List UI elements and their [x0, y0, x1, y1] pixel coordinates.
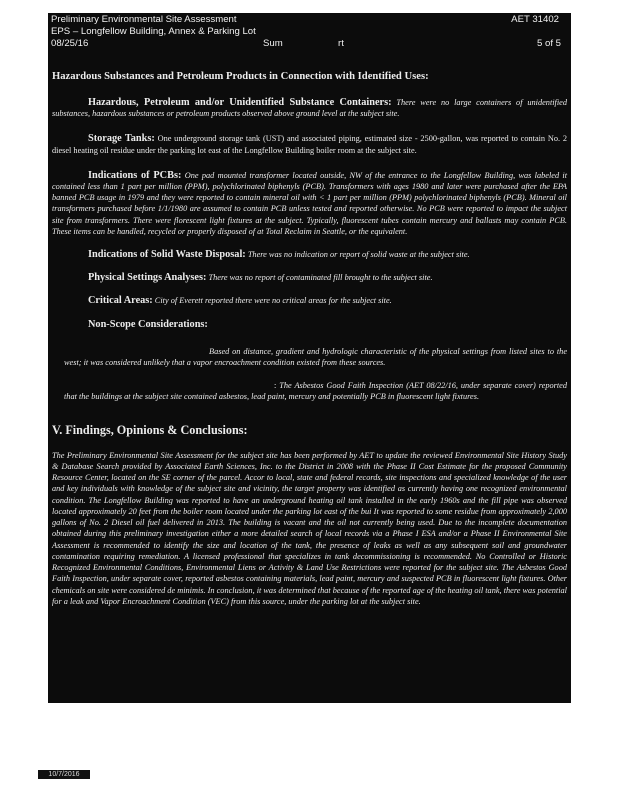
hazard-heading: Hazardous Substances and Petroleum Products in Connection with Identified Uses: [52, 71, 429, 82]
containers-text: There were no large containers of unidentified substances, hazardous substances or petroleum products observed above ground level at the subject site. [52, 98, 567, 119]
page-number: 5 of 5 [536, 38, 561, 49]
page-header [48, 13, 571, 63]
summary-fragment: Sum [263, 38, 283, 49]
solid-waste-text: There was no indication or report of solid waste at the subject site. [247, 250, 470, 260]
storage-text: One underground storage tank (UST) and associated piping, estimated size - 2500-gallon, was reported to contain No. 2 diesel heating oil residue under the parking lot east of the Longfellow Building boiler room at the subject site. [52, 134, 567, 155]
report-fragment: rt [338, 38, 344, 49]
critical-paragraph [52, 295, 567, 306]
pcbs-paragraph [52, 170, 567, 237]
physical-paragraph [52, 272, 567, 283]
containers-label: Hazardous, Petroleum and/or Unidentified Substance Containers: [88, 97, 392, 108]
critical-label: Critical Areas: [88, 295, 153, 307]
vapor-paragraph [52, 346, 567, 368]
report-code: AET 31402 [511, 14, 559, 25]
nonscope-label: Non-Scope Considerations: [88, 318, 208, 330]
report-title: Preliminary Environmental Site Assessment [51, 14, 237, 25]
physical-label: Physical Settings Analyses: [88, 272, 207, 284]
asbestos-text: The Asbestos Good Faith Inspection (AET 08/22/16, under separate cover) reported that the buildings at the subject site contained asbestos, lead paint, mercury and potentially PCB in fluorescent light fixtures. [64, 381, 568, 402]
pcbs-text: One pad mounted transformer located outside, NW of the entrance to the Longfellow Building, was labeled it contained less than 1 part per million (PPM), polychlorinated biphenyls (PCB). Transformers with ages 1980 and later were purchased after the EPA banned PCB usage in 1979 and they were reported to contain mineral oil with < 1 part per million (PPM) polychlorinated biphenyls (PCB). Mineral oil transformers purchased before 1/1/1980 are assumed to contain PCB unless tested and reported otherwise. No PCB were reported to impact the subject site from transformers. There were florescent light fixtures at the subject. Typically, fluorescent tubes contain mercury and ballasts may contain PCB. These items can be handled, recycled or properly disposed of at Total Reclaim in Seattle, or the equivalent. [52, 170, 567, 236]
containers-paragraph [52, 97, 567, 119]
storage-paragraph [52, 133, 567, 155]
asbestos-paragraph [52, 380, 567, 402]
footer-date: 10/7/2016 [38, 770, 90, 779]
storage-label: Storage Tanks: [88, 133, 155, 145]
report-body [48, 63, 571, 703]
nonscope-heading-paragraph [52, 319, 567, 330]
vapor-text: Based on distance, gradient and hydrologic characteristic of the physical settings from listed sites to the west; it was considered unlikely that a vapor encroachment condition existed from these sources. [64, 346, 567, 368]
critical-text: City of Everett reported there were no critical areas for the subject site. [154, 296, 392, 306]
project-name: EPS – Longfellow Building, Annex & Parking Lot [51, 26, 256, 37]
findings-heading: V. Findings, Opinions & Conclusions: [52, 422, 248, 437]
solid-waste-paragraph [52, 249, 567, 260]
findings-text: The Preliminary Environmental Site Assessment for the subject site has been performed by AET to update the reviewed Environmental Site History Study & Database Search provided by Associated Earth Sciences, Inc. to the District in 2008 with the Phase II Cost Estimate for the proposed Community Resource Center, located on the SE corner of the parcel. Accor to local, state and federal records, site inspections and specialized knowledge of the user and key individuals with knowledge of the subject site and vicinity, the target property was identified as currently having one recognized environmental condition. The Longfellow Building was reported to have an underground heating oil tank installed in the early 1960s and the fill pipe was observed located approximately 20 feet from the boiler room located under the parking lot east of the bui It was reported to some residue from approximately 2,000 gallons of No. 2 Diesel oil fuel delivered in 2013. The building is vacant and the oil not currently being used. Due to the incomplete documentation obtained during this preliminary investigation either a more detailed search of local records via a Phase I ESA and/or a Phase II Environmental Site Assessment is recommended to identify the size and location of the tank, the presence of leaks as well as any subsequent soil and groundwater contamination requiring remediation. A licensed professional that specializes in tank decommissioning is recommended. No Controlled or Historic Recognized Environmental Conditions, Environmental Liens or Activity & Land Use Restrictions were reported for the subject site. The Asbestos Good Faith Inspection, under separate cover, reported asbestos containing materials, lead paint, mercury and suspected PCB in fluorescent light fixtures. Other chemicals on site were considered de minimis. In conclusion, it was determined that because of the reported age of the heating oil tank, there was potential for a leak and Vapor Encroachment Condition (VEC) from this source, under the parking lot at the subject site. [52, 450, 567, 606]
pcbs-label: Indications of PCBs: [88, 169, 182, 181]
physical-text: There was no report of contaminated fill brought to the subject site. [208, 273, 433, 283]
report-date: 08/25/16 [51, 38, 89, 49]
solid-waste-label: Indications of Solid Waste Disposal: [88, 249, 246, 261]
asbestos-prefix: : [274, 381, 277, 391]
